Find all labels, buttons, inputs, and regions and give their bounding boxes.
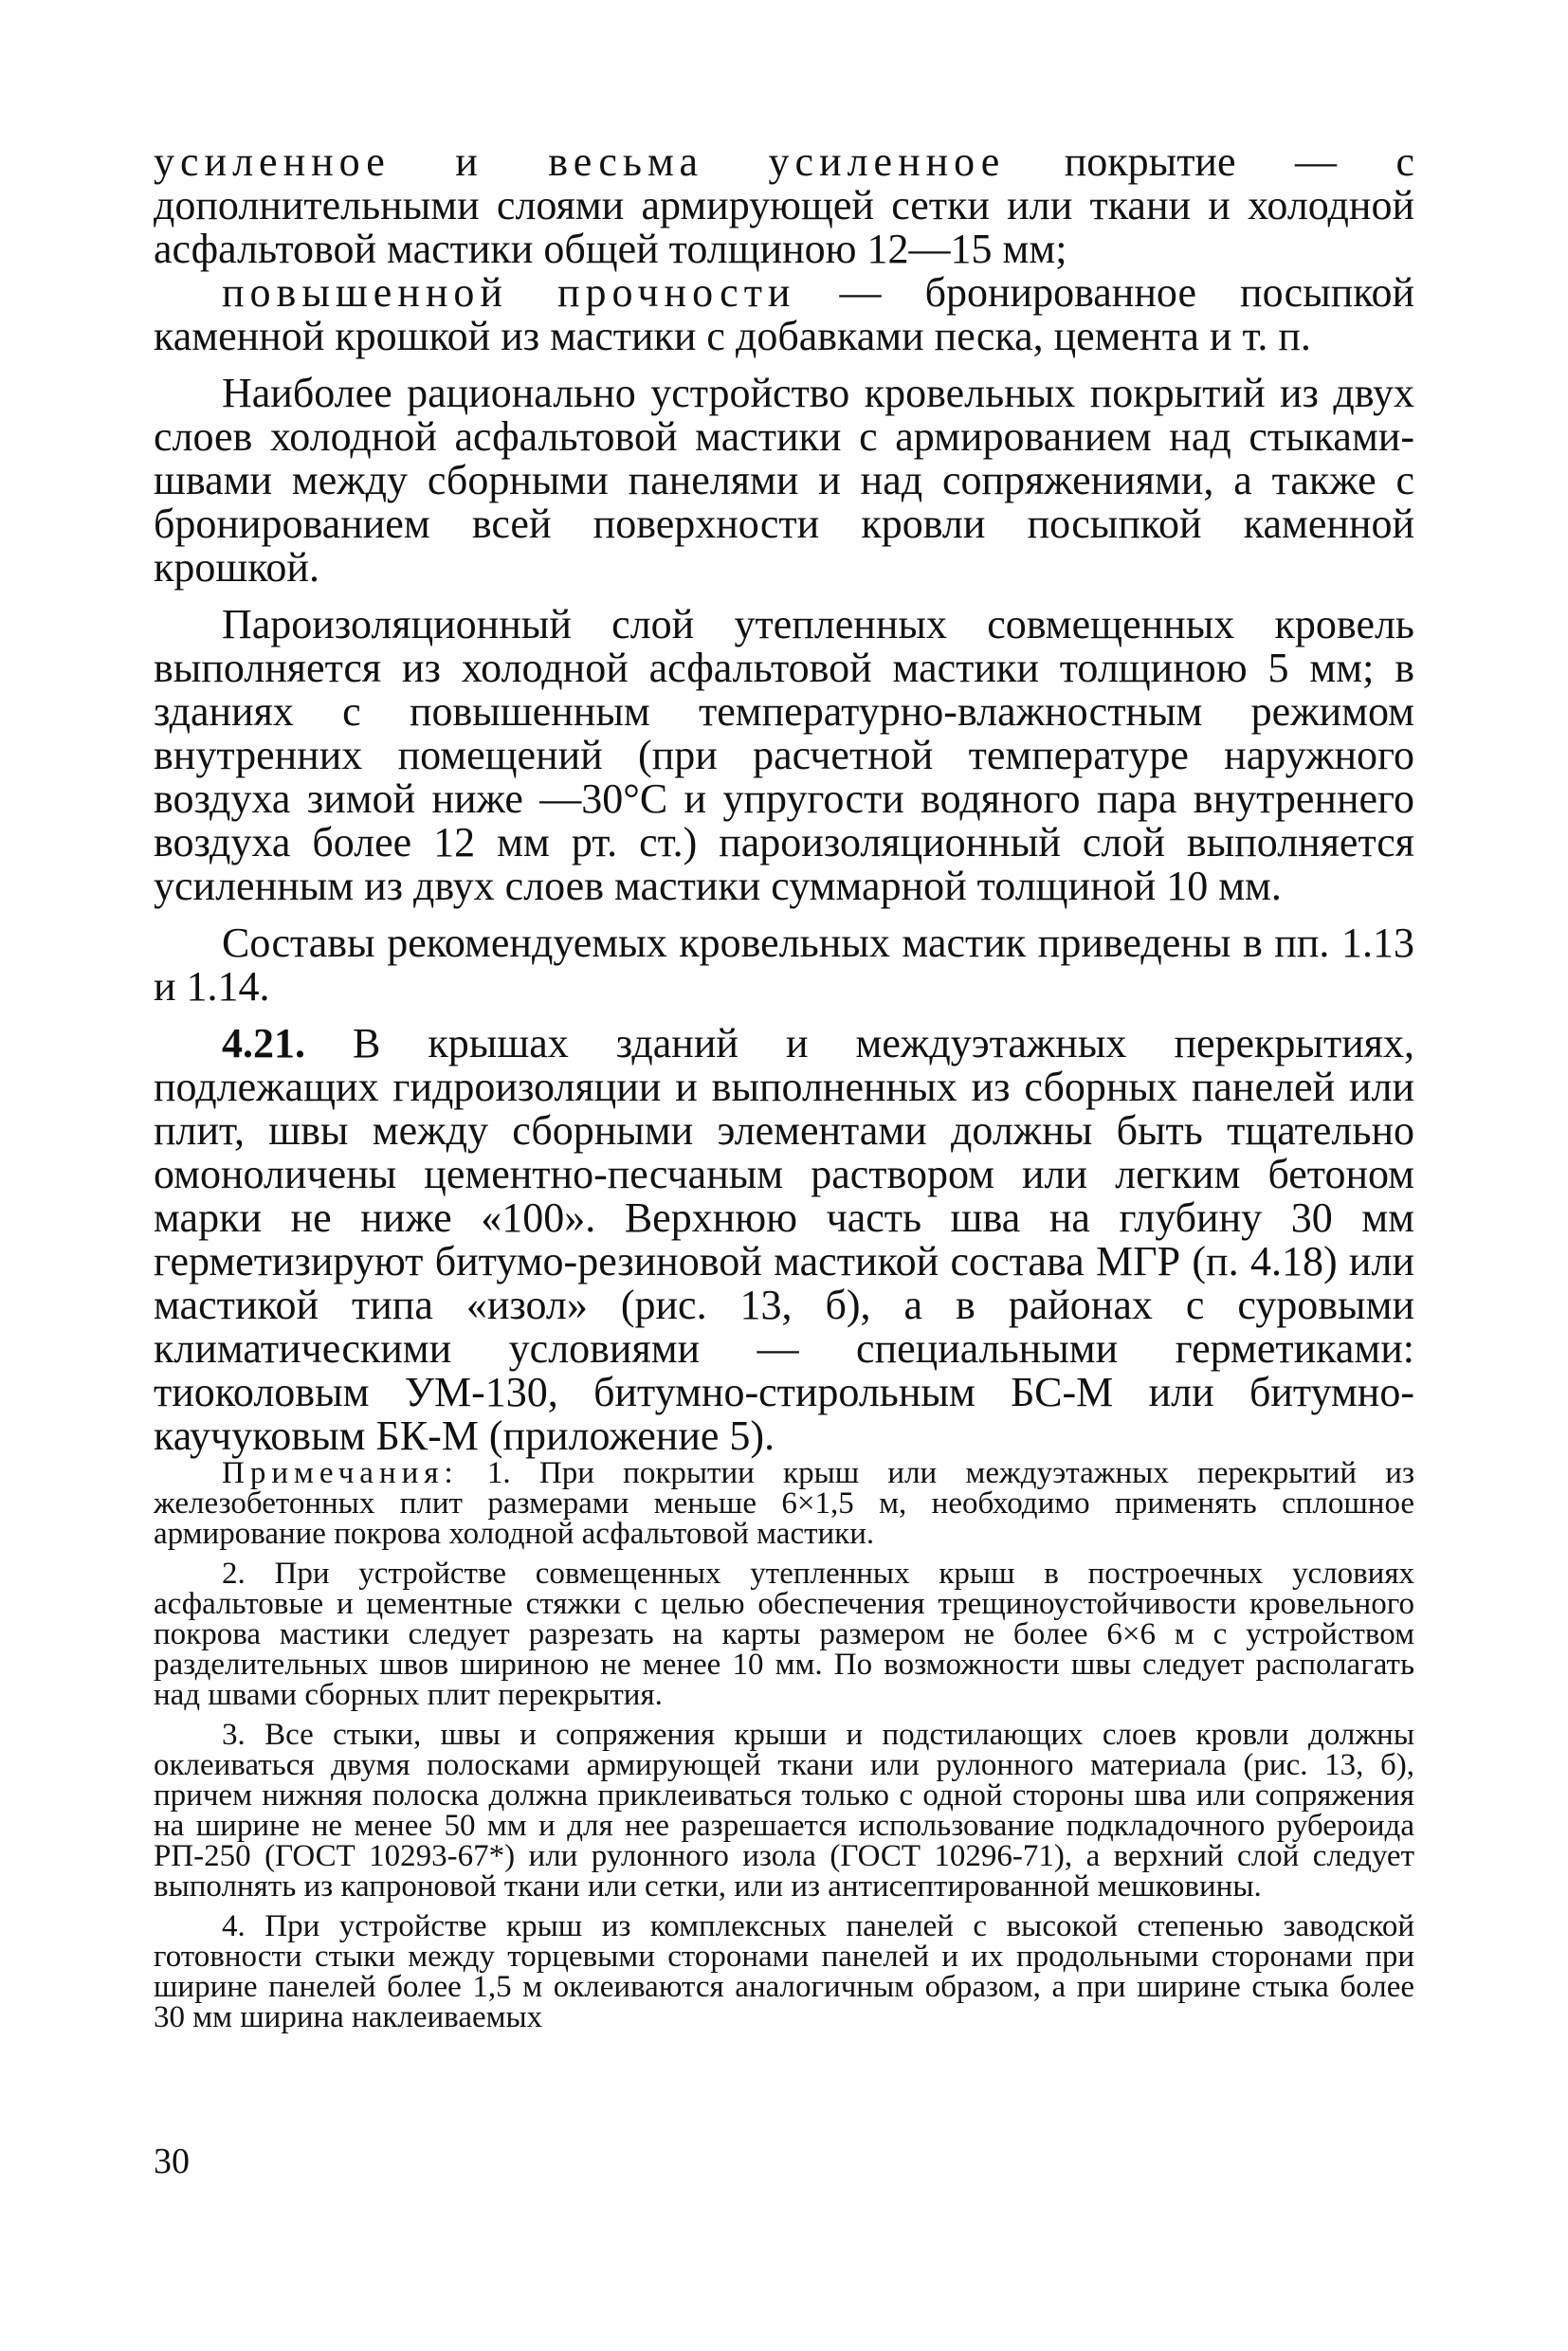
term-reinforced: усиленное и весьма усиленное (154, 138, 1006, 185)
paragraph-high-strength: повышенной прочности — бронированное посыпкой каменной крошкой из мастики с добавками песка, цемента и т. п. (154, 269, 1414, 359)
notes-block (154, 1458, 1414, 2032)
note-4: 4. При устройстве крыш из комплексных панелей с высокой степенью заводской готовности стыки между торцевыми сторонами панелей и их продольными сторонами при ширине панелей более 1,5 м оклеиваются аналогичным образом, а при ширине стыка более 30 мм ширина наклеиваемых (154, 1909, 1414, 2034)
paragraph-mastic-compositions: Составы рекомендуемых кровельных мастик приведены в пп. 1.13 и 1.14. (154, 920, 1414, 1010)
term-high-strength: повышенной прочности (222, 269, 796, 316)
paragraph-rational-device: Наиболее рационально устройство кровельных покрытий из двух слоев холодной асфальтовой мастики с армированием над стыками-швами между сборными панелями и над сопряжениями, а также с бронированием всей поверхности кровли посыпкой каменной крошкой. (154, 370, 1414, 591)
page-number: 30 (154, 2141, 190, 2181)
note-2: 2. При устройстве совмещенных утепленных крыш в построечных условиях асфальтовые и цементные стяжки с целью обеспечения трещиноустойчивости кровельного покрова мастики следует разрезать на карты размером не более 6×6 м с устройством разделительных швов шириною не менее 10 мм. По возможности швы следует располагать над швами сборных плит перекрытия. (154, 1557, 1414, 1712)
paragraph-vapor-barrier: Пароизоляционный слой утепленных совмещенных кровель выполняется из холодной асфальтовой мастики толщиною 5 мм; в зданиях с повышенным температурно-влажностным режимом внутренних помещений (при расчетной температуре наружного воздуха зимой ниже —30°С и упругости водяного пара внутреннего воздуха более 12 мм рт. ст.) пароизоляционный слой выполняется усиленным из двух слоев мастики суммарной толщиной 10 мм. (154, 601, 1414, 909)
paragraph-section-4-21: 4.21. В крышах зданий и междуэтажных перекрытиях, подлежащих гидроизоляции и выполненных из сборных панелей или плит, швы между сборными элементами должны быть тщательно омоноличены цементно-песчаным раствором или легким бетоном марки не ниже «100». Верхнюю часть шва на глубину 30 мм герметизируют битумо-резиновой мастикой состава МГР (п. 4.18) или мастикой типа «изол» (рис. 13, б), а в районах с суровыми климатическими условиями — специальными герметиками: тиоколовым УМ-130, битумно-стирольным БС-М или битумно-каучуковым БК-М (приложение 5). (154, 1020, 1414, 1459)
main-text (154, 140, 1414, 1458)
note-3: 3. Все стыки, швы и сопряжения крыши и подстилающих слоев кровли должны оклеиваться двумя полосками армирующей ткани или рулонного материала (рис. 13, б), причем нижняя полоска должна приклеиваться только с одной стороны шва или сопряжения на ширине не менее 50 мм и для нее разрешается использование подкладочного рубероида РП-250 (ГОСТ 10293-67*) или рулонного изола (ГОСТ 10296-71), а верхний слой следует выполнять из капроновой ткани или сетки, или из антисептированной мешковины. (154, 1718, 1414, 1904)
notes-heading: Примечания: (222, 1456, 459, 1490)
note-1: Примечания: 1. При покрытии крыш или междуэтажных перекрытий из железобетонных плит размерами меньше 6×1,5 м, необходимо применять сплошное армирование покрова холодной асфальтовой мастики. (154, 1456, 1414, 1551)
section-number: 4.21. (222, 1020, 305, 1066)
paragraph-reinforced-coating: усиленное и весьма усиленное покрытие — с дополнительными слоями армирующей сетки или ткани и холодной асфальтовой мастики общей толщиною 12—15 мм; (154, 138, 1414, 272)
